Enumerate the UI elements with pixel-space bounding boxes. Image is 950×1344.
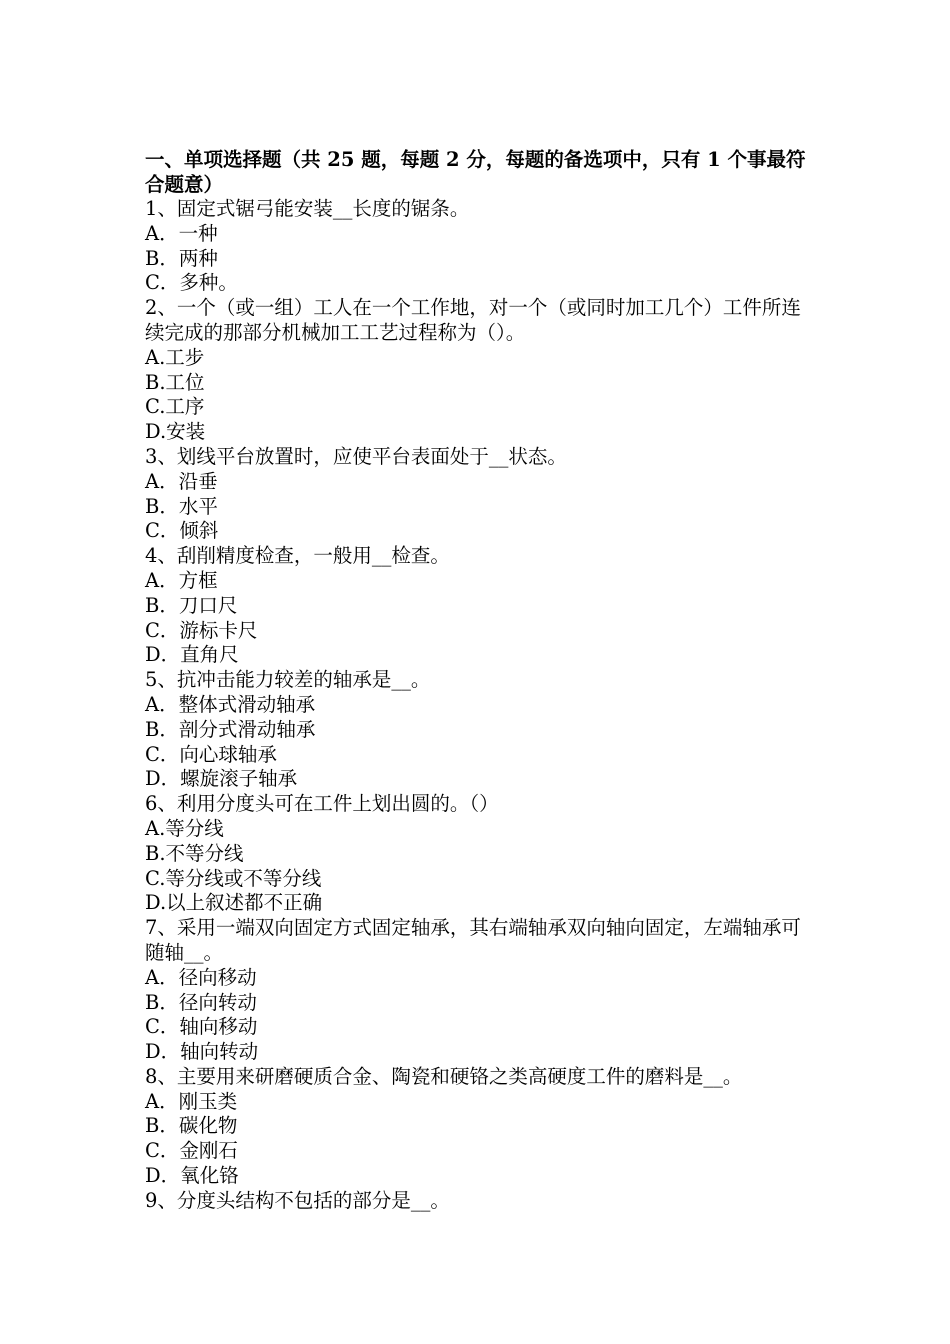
- answer-option: C．多种。: [145, 271, 238, 295]
- section-title: 一、单项选择题（共 25 题，每题 2 分，每题的备选项中，只有 1 个事最符合题意）: [145, 148, 806, 196]
- question-stem: 9、分度头结构不包括的部分是__。: [145, 1188, 450, 1212]
- question-5: [145, 668, 810, 792]
- answer-option: B．两种: [145, 246, 218, 270]
- question-7: [145, 916, 810, 1065]
- question-1: [145, 197, 810, 296]
- question-6: [145, 792, 810, 916]
- answer-option: B．水平: [145, 494, 218, 518]
- question-stem: 5、抗冲击能力较差的轴承是__。: [145, 668, 431, 692]
- answer-option: B.工位: [145, 370, 205, 394]
- answer-option: A．刚玉类: [145, 1089, 238, 1113]
- question-stem: 4、刮削精度检查，一般用__检查。: [145, 544, 450, 568]
- answer-option: D．直角尺: [145, 643, 239, 667]
- answer-option: B．剖分式滑动轴承: [145, 717, 316, 741]
- answer-option: C．金刚石: [145, 1139, 238, 1163]
- answer-option: D.以上叙述都不正确: [145, 891, 323, 915]
- answer-option: B．刀口尺: [145, 593, 238, 617]
- question-stem: 6、利用分度头可在工件上划出圆的。（）: [145, 792, 499, 816]
- answer-option: C．游标卡尺: [145, 618, 258, 642]
- answer-option: B.不等分线: [145, 841, 244, 865]
- answer-option: A．沿垂: [145, 469, 218, 493]
- question-3: [145, 445, 810, 544]
- answer-option: A.工步: [145, 345, 205, 369]
- document-page: [145, 147, 810, 1214]
- question-8: [145, 1065, 810, 1189]
- answer-option: A．径向移动: [145, 965, 257, 989]
- question-stem: 3、划线平台放置时，应使平台表面处于__状态。: [145, 444, 567, 468]
- answer-option: D．氧化铬: [145, 1164, 239, 1188]
- question-4: [145, 544, 810, 668]
- answer-option: C．轴向移动: [145, 1015, 258, 1039]
- answer-option: A．一种: [145, 221, 218, 245]
- answer-option: D.安装: [145, 420, 206, 444]
- question-stem: 8、主要用来研磨硬质合金、陶瓷和硬铬之类高硬度工件的磨料是__。: [145, 1064, 743, 1088]
- answer-option: A．整体式滑动轴承: [145, 692, 316, 716]
- answer-option: C.工序: [145, 395, 205, 419]
- question-stem: 2、一个（或一组）工人在一个工作地，对一个（或同时加工几个）工件所连续完成的那部分机械加工工艺过程称为（）。: [145, 296, 801, 344]
- answer-option: B．径向转动: [145, 990, 257, 1014]
- answer-option: C．倾斜: [145, 519, 219, 543]
- question-9: [145, 1189, 810, 1214]
- question-stem: 1、固定式锯弓能安装__长度的锯条。: [145, 197, 470, 220]
- answer-option: C.等分线或不等分线: [145, 866, 322, 890]
- answer-option: D．螺旋滚子轴承: [145, 767, 298, 791]
- answer-option: D．轴向转动: [145, 1040, 259, 1064]
- question-2: [145, 296, 810, 445]
- question-list: [145, 197, 810, 1214]
- answer-option: A.等分线: [145, 816, 224, 840]
- question-stem: 7、采用一端双向固定方式固定轴承，其右端轴承双向轴向固定，左端轴承可随轴__。: [145, 916, 801, 964]
- answer-option: B．碳化物: [145, 1114, 238, 1138]
- answer-option: A．方框: [145, 568, 218, 592]
- answer-option: C．向心球轴承: [145, 742, 277, 766]
